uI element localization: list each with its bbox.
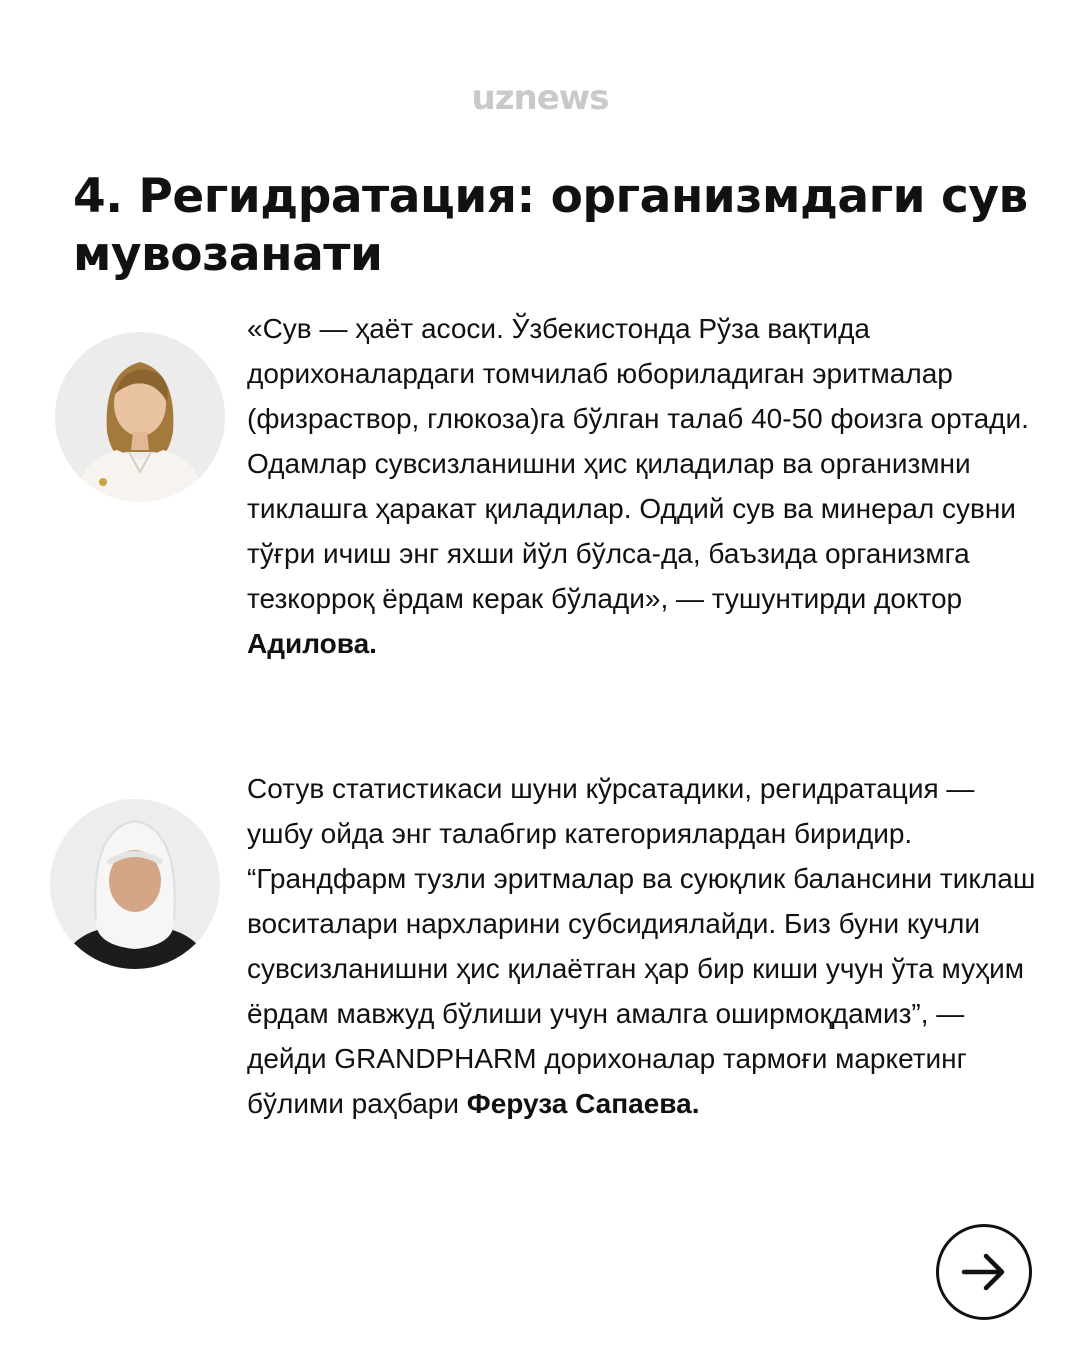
quote-text [247, 766, 1047, 1126]
arrow-right-icon [958, 1246, 1010, 1298]
person-portrait-icon [50, 799, 220, 969]
quote-body: Сотув статистикаси шуни кўрсатадики, регидратация — ушбу ойда энг талабгир категориялардан биридир. “Грандфарм тузли эритмалар ва суюқлик балансини тиклаш воситалари нархларини субсидиялайди. Биз буни кучли сувсизланишни ҳис қилаётган ҳар бир киши учун ўта муҳим ёрдам мавжуд бўлиши учун амалга оширмоқдамиз”, — дейди GRANDPHARM дорихоналар тармоғи маркетинг бўлими раҳбари [247, 773, 1036, 1119]
avatar [50, 799, 220, 969]
quote-author: Феруза Сапаева. [466, 1088, 700, 1119]
quote-text [247, 306, 1047, 666]
quote-author: Адилова. [247, 628, 377, 659]
quote-body: «Сув — ҳаёт асоси. Ўзбекистонда Рўза вақтида дорихоналардаги томчилаб юбориладиган эритмалар (физраствор, глюкоза)га бўлган талаб 40-50 фоизга ортади. Одамлар сувсизланишни ҳис қиладилар ва организмни тиклашга ҳаракат қиладилар. Оддий сув ва минерал сувни тўғри ичиш энг яхши йўл бўлса-да, баъзида организмга тезкорроқ ёрдам керак бўлади», — тушунтирди доктор [247, 313, 1029, 614]
uznews-logo: uznews [471, 78, 609, 118]
avatar [55, 332, 225, 502]
next-button[interactable] [936, 1224, 1032, 1320]
article-title: 4. Регидратация: организмдаги сув мувозанати [73, 169, 1028, 282]
person-portrait-icon [55, 332, 225, 502]
